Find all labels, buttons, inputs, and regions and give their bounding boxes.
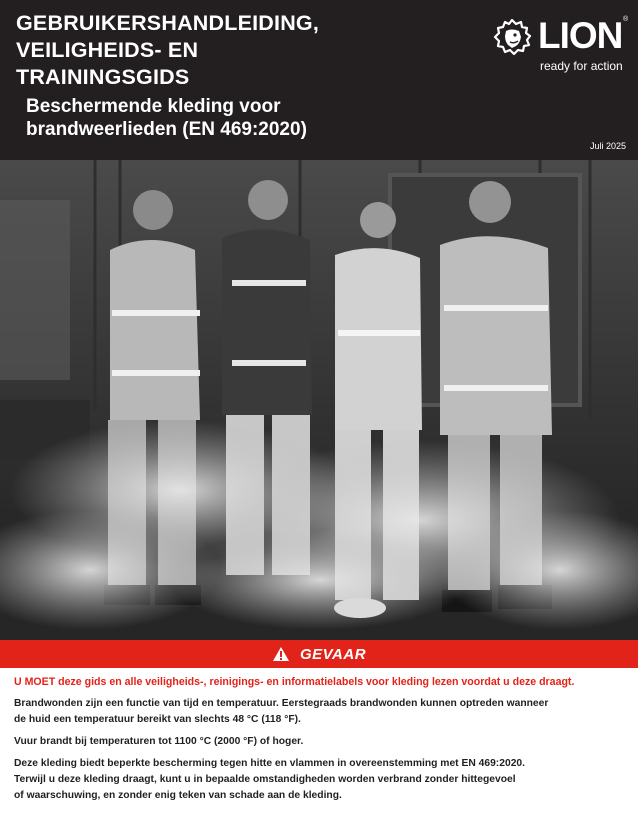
paragraph-line: of waarschuwing, en zonder enig teken van schade aan de kleding. (14, 790, 342, 801)
danger-label: GEVAAR (299, 645, 367, 663)
lion-logo (490, 14, 630, 76)
logo-wordmark: LION (538, 15, 623, 56)
paragraph-limited-protection (14, 756, 630, 804)
firefighters-illustration (0, 160, 638, 640)
read-guide-warning: U MOET deze gids en alle veiligheids-, reinigings- en informatielabels voor kleding lezen voordat u deze draagt. (14, 676, 575, 688)
cover-header (0, 0, 638, 160)
registered-mark: ® (623, 16, 629, 23)
publication-date: Juli 2025 (589, 141, 626, 151)
document-title (16, 10, 466, 91)
safety-text (14, 675, 630, 810)
subtitle-line: Beschermende kleding voor (26, 96, 281, 117)
title-line: TRAININGSGIDS (16, 65, 190, 89)
paragraph-line: Terwijl u deze kleding draagt, kunt u in bepaalde omstandigheden worden verbrand zonder hittegevoel (14, 774, 516, 785)
subtitle-line: brandweerlieden (EN 469:2020) (26, 119, 307, 140)
paragraph-line: Vuur brandt bij temperaturen tot 1100 °C (2000 °F) of hoger. (14, 736, 304, 747)
logo-tagline: ready for action (540, 59, 623, 73)
paragraph-line: Brandwonden zijn een functie van tijd en temperatuur. Eerstegraads brandwonden kunnen optreden wanneer (14, 698, 549, 709)
warning-triangle-icon (272, 646, 290, 662)
firefighters-photo (0, 160, 638, 640)
title-line: GEBRUIKERSHANDLEIDING, (16, 11, 320, 35)
paragraph-burns (14, 696, 630, 728)
paragraph-fire-temperature (14, 734, 630, 750)
paragraph-line: Deze kleding biedt beperkte bescherming tegen hitte en vlammen in overeenstemming met EN 469:2020. (14, 758, 526, 769)
danger-banner (0, 640, 638, 668)
document-subtitle (26, 95, 446, 141)
paragraph-line: de huid een temperatuur bereikt van slechts 48 °C (118 °F). (14, 714, 301, 725)
lion-head-icon (490, 17, 534, 57)
title-line: VEILIGHEIDS- EN (16, 38, 199, 62)
